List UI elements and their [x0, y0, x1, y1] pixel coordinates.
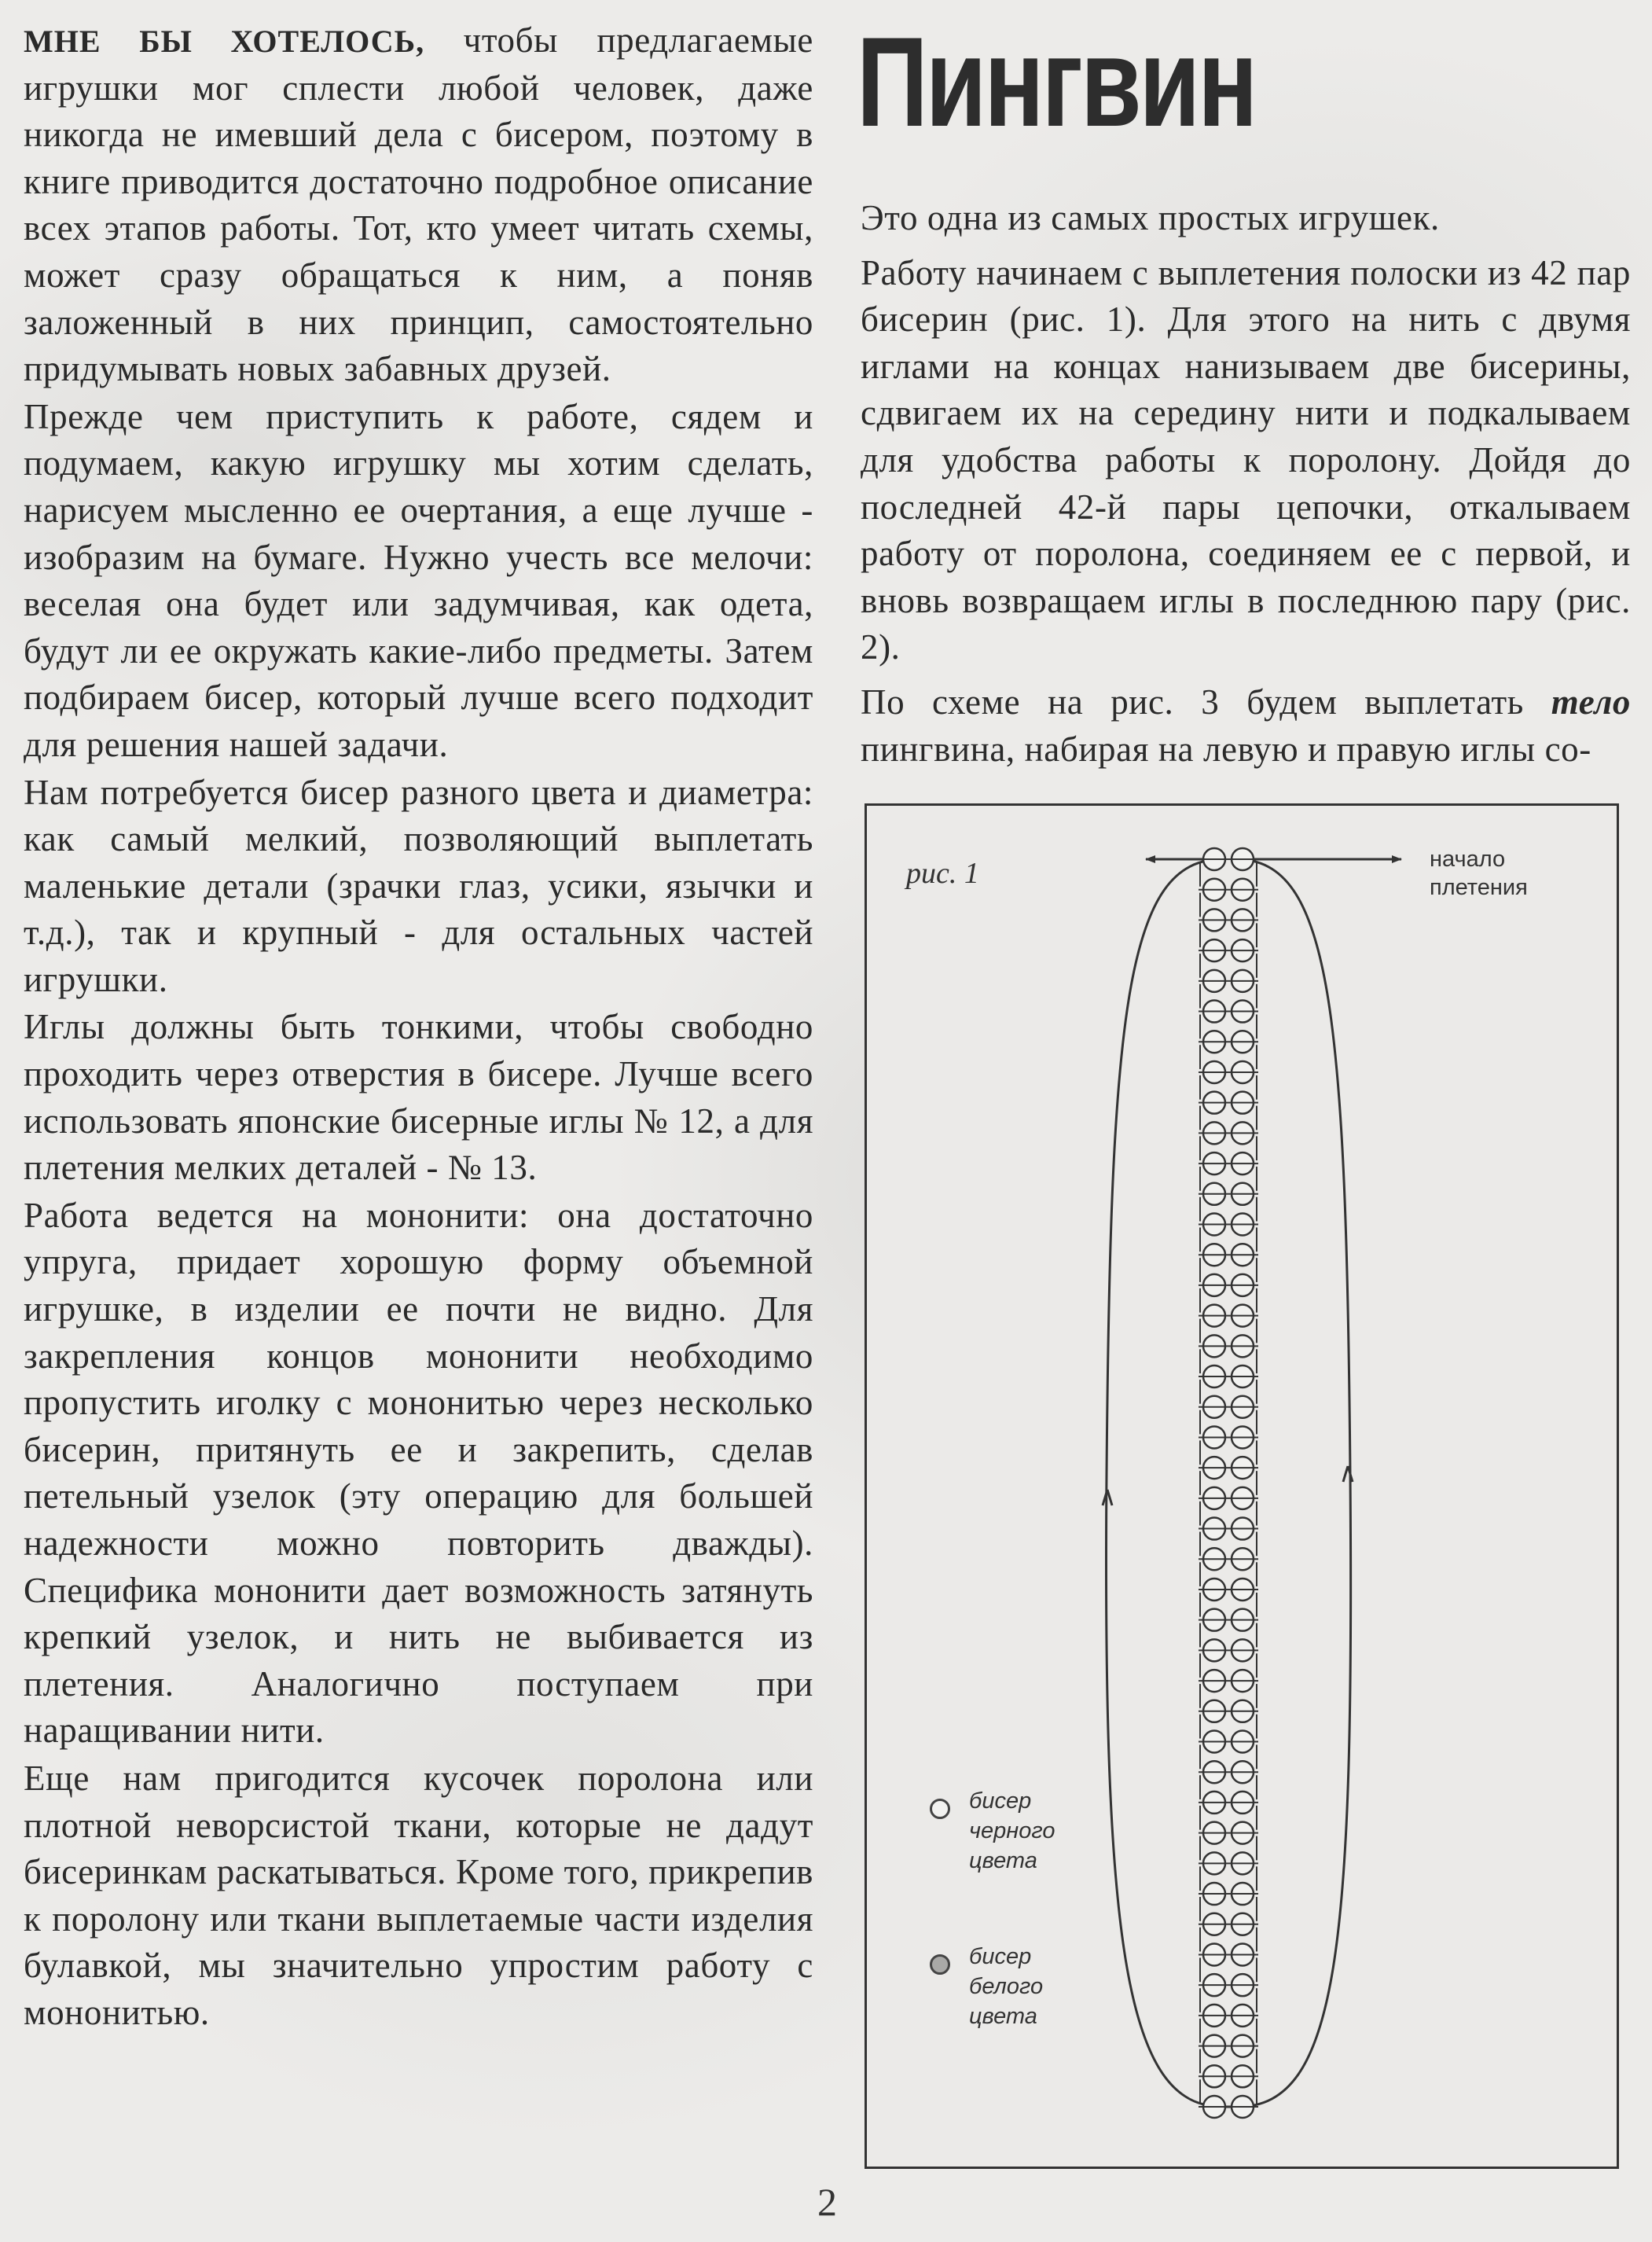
legend-white-line-1: бисер — [969, 1944, 1032, 1969]
legend-black-line-2: черного — [969, 1818, 1055, 1843]
right-paragraph-3-end: пингвина, набирая на левую и правую иглы со- — [861, 729, 1591, 769]
legend-black-line-1: бисер — [969, 1788, 1032, 1814]
thread-loop — [1106, 859, 1350, 2107]
start-label-line-1: начало — [1430, 847, 1506, 872]
foam-paragraph: Еще нам пригодится кусочек поролона или плотной неворсистой ткани, которые не дадут бисеринкам раскатываться. Кроме того, прикрепив к поролону или ткани выплетаемые части изделия булавкой, мы значительно упростим работу с мононитью. — [24, 1758, 813, 2032]
page-number: 2 — [817, 2180, 837, 2224]
figure-caption: рис. 1 — [906, 857, 979, 890]
start-label-line-2: плетения — [1430, 875, 1528, 900]
start-label — [1430, 845, 1528, 902]
lead-in: МНЕ БЫ ХОТЕЛОСЬ, — [24, 24, 425, 59]
beads-paragraph: Нам потребуется бисер разного цвета и диаметра: как самый мелкий, позволяющий выплетать маленькие детали (зрачки глаз, усики, язычки и т.д.), так и крупный - для остальных частей игрушки. — [24, 772, 813, 999]
white-bead-swatch-icon — [930, 1954, 950, 1975]
legend-black-line-3: цвета — [969, 1848, 1037, 1873]
right-text-column — [861, 195, 1631, 773]
intro-text: чтобы предлагаемые игрушки мог сплести любой человек, даже никогда не имевший дела с бисером, поэтому в книге приводится достаточно подробное описание всех этапов работы. Тот, кто умеет читать схемы, может сразу обращаться к ним, а поняв заложенный в них принцип, самостоятельно придумывать новых забавных друзей. — [24, 20, 814, 389]
right-paragraph-3-start: По схеме на рис. 3 будем выплетать — [861, 682, 1551, 722]
black-bead-swatch-icon — [930, 1799, 950, 1819]
emphasis-body: тело — [1551, 682, 1631, 722]
left-text-column — [24, 17, 813, 2037]
needles-paragraph: Иглы должны быть тонкими, чтобы свободно проходить через отверстия в бисере. Лучше всего использовать японские бисерные иглы № 12, а для плетения мелких деталей - № 13. — [24, 1007, 813, 1188]
bead-pairs — [1199, 848, 1258, 2118]
intro-paragraph — [24, 17, 813, 393]
monofilament-paragraph: Работа ведется на мононити: она достаточно упруга, придает хорошую форму объемной игрушке, в изделии ее почти не видно. Для закрепления концов мононити необходимо пропустить иголку с мононитью через несколько бисерин, притянуть ее и закрепить, сделав петельный узелок (эту операцию для большей надежности можно повторить дважды). Специфика мононити дает возможность затянуть крепкий узелок, и нить не выбивается из плетения. Аналогично поступаем при наращивании нити. — [24, 1195, 813, 1751]
right-paragraph-3 — [861, 679, 1631, 773]
right-paragraph-1: Это одна из самых простых игрушек. — [861, 198, 1440, 237]
planning-paragraph: Прежде чем приступить к работе, сядем и подумаем, какую игрушку мы хотим сделать, нарисуем мысленно ее очертания, а еще лучше - изобразим на бумаге. Нужно учесть все мелочи: веселая она будет или задумчивая, как одета, будут ли ее окружать какие-либо предметы. Затем подбираем бисер, который лучше всего подходит для решения нашей задачи. — [24, 396, 813, 764]
right-paragraph-2: Работу начинаем с выплетения полоски из 42 пар бисерин (рис. 1). Для этого на нить с двумя иглами на концах нанизываем две бисерины, сдвигаем их на середину нити и подкалываем для удобства работы к поролону. Дойдя до последней 42-й пары цепочки, откалываем работу от поролона, соединяем ее с первой, и вновь возвращаем иглы в последнюю пару (рис. 2). — [861, 252, 1631, 667]
page-title: Пингвин — [857, 11, 1256, 153]
legend-white-line-3: цвета — [969, 2004, 1037, 2029]
legend-white-line-2: белого — [969, 1974, 1044, 1999]
figure-1-frame — [865, 803, 1619, 2169]
